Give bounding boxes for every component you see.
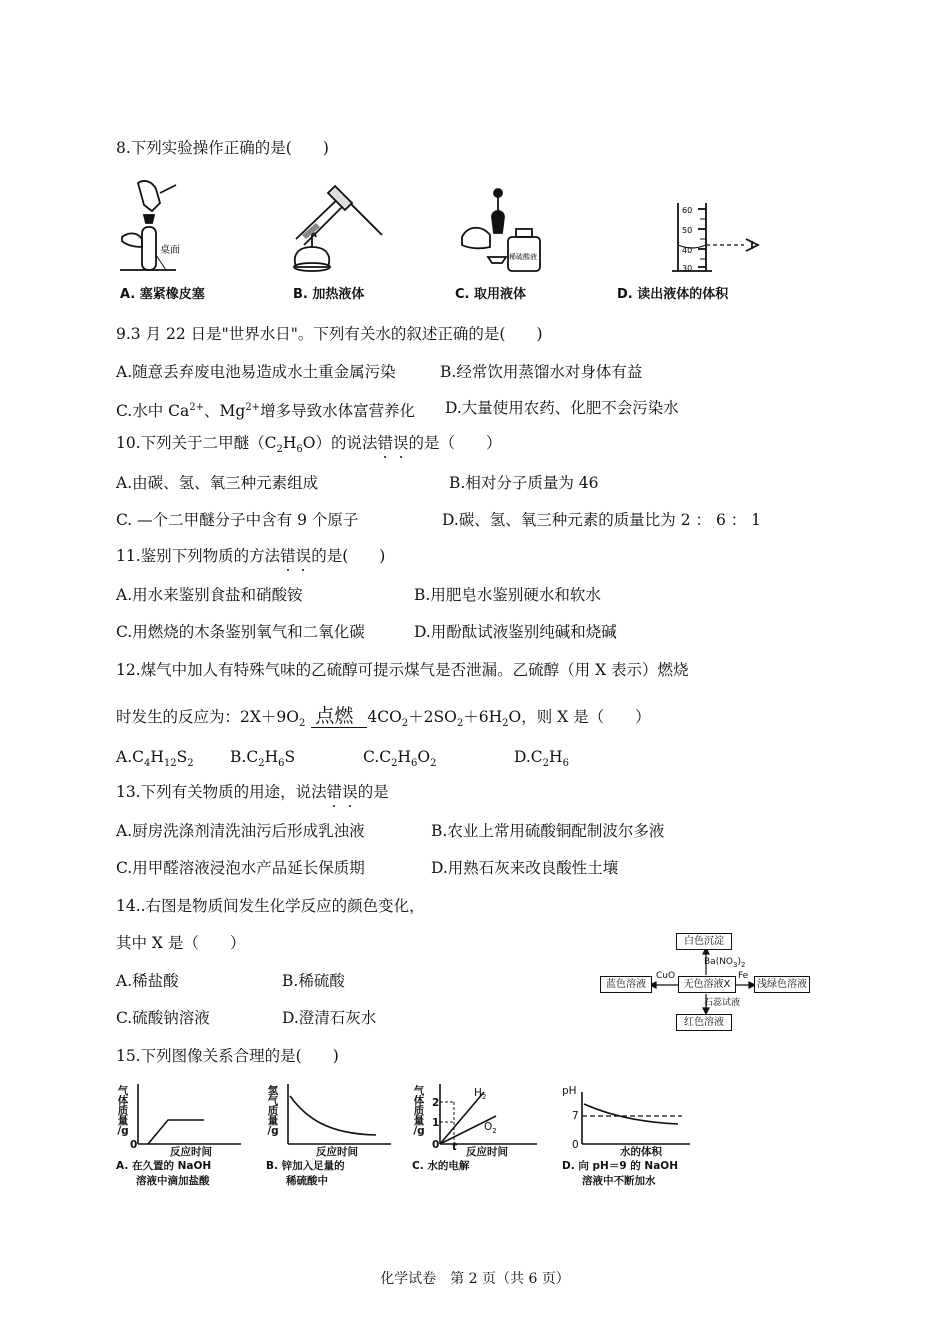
q11-option-a: A.用水来鉴别食盐和硝酸铵: [116, 586, 303, 604]
q14-option-d: D.澄清石灰水: [282, 1009, 377, 1027]
diagram-right-reagent: Fe: [738, 971, 749, 981]
q8-stem: 8.下列实验操作正确的是( ): [116, 139, 329, 157]
diagram-right-box: 浅绿色溶液: [754, 976, 810, 993]
q11-option-b: B.用肥皂水鉴别硬水和软水: [414, 586, 601, 604]
diagram-top-box: 白色沉淀: [676, 933, 732, 950]
q12-equation: 时发生的反应为：$2X+9O_2$ 点燃 $4CO_2+2SO_2+6H_2O$，则 X 是（ ）: [116, 705, 651, 730]
q13-option-d: D.用熟石灰来改良酸性土壤: [431, 859, 619, 877]
diagram-left-reagent: CuO: [656, 971, 676, 981]
q9-option-d: D.大量使用农药、化肥不会污染水: [445, 399, 679, 417]
graph-c-tick-1: 1: [432, 1117, 440, 1129]
q14-reaction-diagram: [600, 930, 810, 1035]
fig-c-bottle-label: 稀硫酸液: [509, 253, 537, 261]
graph-b-plot: [266, 1082, 401, 1152]
q13-stem: 13.下列有关物质的用途，说法错误的是: [116, 783, 389, 801]
graph-d-origin: 0: [572, 1139, 579, 1151]
graph-d-caption-2: 溶液中不断加水: [582, 1175, 656, 1187]
q9-stem: 9.3 月 22 日是"世界水日"。下列有关水的叙述正确的是( ): [116, 325, 543, 343]
q15-graph-b: [266, 1082, 401, 1192]
graph-a-caption-1: A. 在久置的 NaOH: [116, 1160, 212, 1172]
q9-option-a: A.随意丢弃废电池易造成水土重金属污染: [116, 363, 396, 381]
graph-a-xlabel: 反应时间: [170, 1146, 212, 1158]
page-footer: 化学试卷 第 2 页（共 6 页）: [380, 1271, 570, 1287]
graph-d-xlabel: 水的体积: [620, 1146, 662, 1158]
graph-b-caption-1: B. 锌加入足量的: [266, 1160, 345, 1172]
fig-a-table-label: 桌面: [160, 245, 180, 256]
q12-option-c: $C.C_2H_6O_2$: [363, 748, 437, 770]
q10-option-d: D.碳、氢、氧三种元素的质量比为 2 ： 6 ： 1: [442, 511, 762, 529]
graph-d-plot: [562, 1082, 712, 1152]
q15-graph-d: [562, 1082, 712, 1192]
q11-stem: 11.鉴别下列物质的方法错误的是( ): [116, 547, 386, 565]
diagram-center-box: 无色溶液X: [678, 976, 736, 993]
diagram-left-box: 蓝色溶液: [600, 976, 652, 993]
graph-a-origin: 0: [130, 1139, 138, 1151]
q13-option-c: C.用甲醛溶液浸泡水产品延长保质期: [116, 859, 365, 877]
graph-d-caption-1: D. 向 pH＝9 的 NaOH: [562, 1160, 679, 1172]
fig-b-heating: [294, 186, 382, 271]
q10-option-a: A.由碳、氢、氧三种元素组成: [116, 474, 319, 492]
q9-option-c: C.水中 $Ca^{2+}$、$Mg^{2+}$增多导致水体富营养化: [116, 402, 416, 421]
q12-option-d: $D.C_2H_6$: [514, 748, 569, 770]
q11-option-c: C.用燃烧的木条鉴别氧气和二氧化碳: [116, 623, 365, 641]
q14-option-b: B.稀硫酸: [282, 972, 345, 990]
graph-b-caption-2: 稀硫酸中: [286, 1175, 328, 1187]
q13-option-b: B.农业上常用硫酸铜配制波尔多液: [431, 822, 665, 840]
graph-c-o2-label: $O_2$: [484, 1121, 497, 1136]
q8-option-b: B. 加热液体: [293, 287, 365, 302]
q10-option-b: B.相对分子质量为 46: [449, 474, 599, 492]
diagram-bottom-box: 红色溶液: [676, 1014, 732, 1031]
q15-stem: 15.下列图像关系合理的是( ): [116, 1047, 339, 1065]
graph-a-ylabel: 气 体 质 量 /g: [117, 1085, 129, 1137]
q12-option-b: $B.C_2H_6S$: [230, 748, 296, 770]
q12-stem-line1: 12.煤气中加人有特殊气味的乙硫醇可提示煤气是否泄漏。乙硫醇（用 X 表示）燃烧: [116, 661, 689, 679]
fig-d-tick-30: 30: [682, 264, 693, 273]
fig-d-tick-40: 40: [682, 246, 693, 255]
q8-option-d: D. 读出液体的体积: [617, 287, 729, 302]
q15-graph-c: [412, 1082, 547, 1192]
q14-stem-line2: 其中 X 是（ ）: [116, 934, 246, 952]
graph-c-xlabel: 反应时间: [466, 1146, 508, 1158]
fig-d-tick-60: 60: [682, 206, 693, 215]
q10-stem: 10.下列关于二甲醚$(C_2H_6O)$的说法错误的是（ ）: [116, 434, 502, 456]
q14-option-c: C.硫酸钠溶液: [116, 1009, 210, 1027]
q11-option-d: D.用酚酞试液鉴别纯碱和烧碱: [414, 623, 617, 641]
graph-c-caption-1: C. 水的电解: [412, 1160, 470, 1172]
graph-c-h2-label: $H_2$: [474, 1087, 487, 1102]
q8-apparatus-figure: [116, 175, 786, 280]
q15-graph-a: [116, 1082, 251, 1192]
q10-option-c: C. —个二甲醚分子中含有 9 个原子: [116, 511, 359, 529]
q13-option-a: A.厨房洗涤剂清洗油污后形成乳浊液: [116, 822, 365, 840]
graph-c-origin: 0: [432, 1139, 440, 1151]
graph-c-ylabel: 气 体 质 量 /g: [413, 1085, 425, 1137]
graph-c-t-label: t: [452, 1141, 458, 1153]
diagram-top-reagent: $Ba(NO_3)_2$: [704, 957, 746, 969]
q8-option-a: A. 塞紧橡皮塞: [120, 287, 205, 302]
fig-d-tick-50: 50: [682, 226, 693, 235]
q12-option-a: $A.C_4H_{12}S_2$: [116, 748, 194, 770]
q9-option-b: B.经常饮用蒸馏水对身体有益: [440, 363, 643, 381]
graph-b-xlabel: 反应时间: [316, 1146, 358, 1158]
q14-stem-line1: 14..右图是物质间发生化学反应的颜色变化，: [116, 897, 425, 915]
graph-d-tick-7: 7: [572, 1110, 579, 1122]
diagram-bottom-reagent: 石蕊试液: [704, 998, 741, 1008]
ignite-condition: 点燃: [311, 705, 367, 728]
fig-a-test-tube: [120, 181, 176, 270]
graph-a-caption-2: 溶液中滴加盐酸: [136, 1175, 210, 1187]
graph-c-tick-2: 2: [432, 1097, 440, 1109]
q8-option-c: C. 取用液体: [455, 287, 527, 302]
graph-d-ylabel: pH: [562, 1085, 577, 1097]
graph-b-ylabel: 氢 气 质 量 /g: [267, 1085, 279, 1137]
q14-option-a: A.稀盐酸: [116, 972, 179, 990]
